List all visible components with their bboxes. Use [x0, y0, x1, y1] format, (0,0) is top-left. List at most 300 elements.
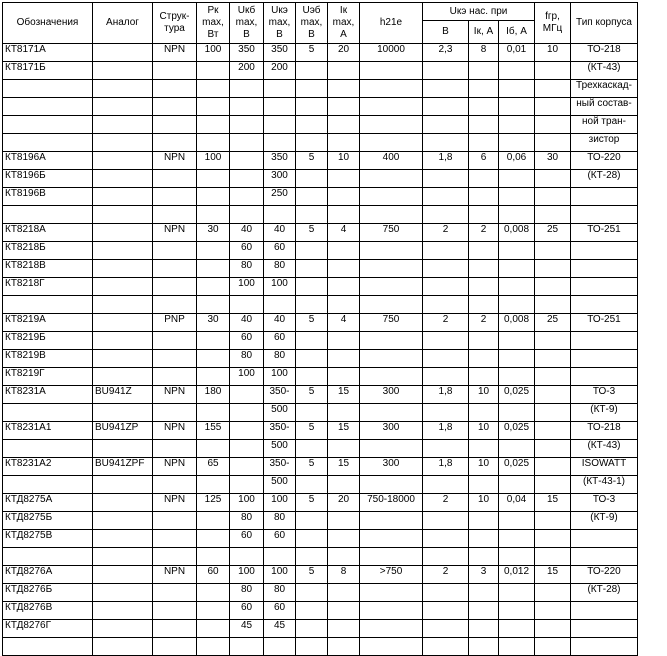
cell-uke-nas-ib — [499, 512, 535, 530]
cell-oboz: КТД8275Б — [3, 512, 93, 530]
cell-analog — [93, 278, 153, 296]
cell-ukb: 100 — [230, 368, 264, 386]
cell-uke-nas-v — [423, 170, 469, 188]
cell-fgr — [535, 530, 571, 548]
cell-strukt: NPN — [153, 152, 197, 170]
cell-tip — [571, 296, 638, 314]
cell-strukt — [153, 80, 197, 98]
cell-uke: 80 — [264, 350, 296, 368]
cell-tip: (КТ-9) — [571, 512, 638, 530]
cell-h21e — [360, 134, 423, 152]
cell-fgr — [535, 98, 571, 116]
cell-strukt: NPN — [153, 224, 197, 242]
cell-strukt: PNP — [153, 314, 197, 332]
cell-oboz — [3, 548, 93, 566]
cell-strukt: NPN — [153, 458, 197, 476]
cell-uke — [264, 116, 296, 134]
cell-uke-nas-ik: 10 — [469, 458, 499, 476]
cell-analog — [93, 134, 153, 152]
cell-oboz: КТ8196Б — [3, 170, 93, 188]
cell-ik — [328, 620, 360, 638]
cell-pk — [197, 440, 230, 458]
cell-h21e: 300 — [360, 422, 423, 440]
cell-strukt — [153, 476, 197, 494]
cell-h21e — [360, 62, 423, 80]
cell-uke-nas-ik: 10 — [469, 386, 499, 404]
cell-ik: 15 — [328, 458, 360, 476]
cell-fgr: 10 — [535, 44, 571, 62]
cell-strukt — [153, 170, 197, 188]
cell-tip: ТО-251 — [571, 314, 638, 332]
header-h21e: h21е — [360, 3, 423, 44]
cell-ueb — [296, 296, 328, 314]
cell-analog — [93, 638, 153, 656]
cell-uke-nas-ib — [499, 80, 535, 98]
header-fgr: fгр, МГц — [535, 3, 571, 44]
cell-ueb — [296, 116, 328, 134]
cell-strukt — [153, 548, 197, 566]
cell-uke — [264, 548, 296, 566]
cell-uke-nas-v: 1,8 — [423, 458, 469, 476]
cell-uke-nas-v — [423, 116, 469, 134]
cell-tip — [571, 188, 638, 206]
cell-uke-nas-v: 2 — [423, 566, 469, 584]
table-row — [3, 278, 638, 296]
cell-fgr — [535, 476, 571, 494]
cell-fgr — [535, 602, 571, 620]
header-analog: Аналог — [93, 3, 153, 44]
cell-ueb: 5 — [296, 386, 328, 404]
cell-fgr — [535, 458, 571, 476]
cell-ueb: 5 — [296, 422, 328, 440]
table-row — [3, 80, 638, 98]
cell-pk — [197, 62, 230, 80]
cell-uke: 100 — [264, 494, 296, 512]
cell-oboz: КТД8276Б — [3, 584, 93, 602]
cell-fgr — [535, 386, 571, 404]
cell-ueb — [296, 620, 328, 638]
header-pk: Pк max, Вт — [197, 3, 230, 44]
cell-strukt: NPN — [153, 494, 197, 512]
header-row — [3, 3, 638, 21]
cell-pk — [197, 350, 230, 368]
cell-uke-nas-ik — [469, 584, 499, 602]
cell-uke-nas-ik — [469, 638, 499, 656]
table-row — [3, 188, 638, 206]
cell-fgr — [535, 368, 571, 386]
cell-uke: 250 — [264, 188, 296, 206]
cell-oboz — [3, 134, 93, 152]
cell-tip — [571, 350, 638, 368]
cell-h21e: 750 — [360, 314, 423, 332]
cell-tip — [571, 638, 638, 656]
cell-ueb: 5 — [296, 44, 328, 62]
cell-strukt: NPN — [153, 386, 197, 404]
cell-strukt — [153, 242, 197, 260]
cell-pk: 60 — [197, 566, 230, 584]
cell-tip: ТО-220 — [571, 152, 638, 170]
cell-h21e — [360, 116, 423, 134]
cell-tip: ТО-251 — [571, 224, 638, 242]
cell-analog — [93, 584, 153, 602]
cell-uke-nas-v — [423, 296, 469, 314]
cell-uke-nas-ib: 0,04 — [499, 494, 535, 512]
header-uke-nas-ib: Iб, А — [499, 21, 535, 44]
cell-tip — [571, 548, 638, 566]
cell-uke-nas-v — [423, 638, 469, 656]
cell-uke-nas-v — [423, 62, 469, 80]
cell-uke-nas-ik: 6 — [469, 152, 499, 170]
cell-oboz: КТ8218Г — [3, 278, 93, 296]
cell-ik — [328, 584, 360, 602]
cell-oboz — [3, 98, 93, 116]
cell-ukb — [230, 80, 264, 98]
cell-strukt — [153, 584, 197, 602]
cell-ueb — [296, 350, 328, 368]
cell-ukb — [230, 476, 264, 494]
table-row — [3, 260, 638, 278]
cell-pk — [197, 170, 230, 188]
cell-ukb — [230, 440, 264, 458]
cell-analog — [93, 314, 153, 332]
cell-pk — [197, 98, 230, 116]
cell-oboz: КТ8171Б — [3, 62, 93, 80]
cell-strukt — [153, 260, 197, 278]
cell-analog — [93, 368, 153, 386]
cell-uke: 80 — [264, 584, 296, 602]
cell-ik — [328, 404, 360, 422]
table-row — [3, 512, 638, 530]
cell-ik — [328, 638, 360, 656]
cell-uke-nas-ik — [469, 332, 499, 350]
cell-ueb: 5 — [296, 152, 328, 170]
cell-fgr — [535, 116, 571, 134]
cell-ik — [328, 116, 360, 134]
cell-uke: 60 — [264, 530, 296, 548]
cell-ukb: 60 — [230, 242, 264, 260]
cell-oboz — [3, 116, 93, 134]
cell-fgr — [535, 296, 571, 314]
cell-pk: 100 — [197, 152, 230, 170]
cell-uke-nas-ik: 10 — [469, 494, 499, 512]
cell-strukt — [153, 602, 197, 620]
cell-h21e — [360, 350, 423, 368]
cell-oboz — [3, 638, 93, 656]
cell-uke: 80 — [264, 260, 296, 278]
cell-uke-nas-v: 2,3 — [423, 44, 469, 62]
table-row — [3, 296, 638, 314]
header-uke-nas: Uкэ нас. при — [423, 3, 535, 21]
cell-tip: (КТ-9) — [571, 404, 638, 422]
cell-ik: 20 — [328, 44, 360, 62]
cell-fgr — [535, 242, 571, 260]
table-row — [3, 134, 638, 152]
table-row — [3, 332, 638, 350]
cell-h21e — [360, 368, 423, 386]
cell-ueb — [296, 404, 328, 422]
cell-ukb: 100 — [230, 494, 264, 512]
cell-tip — [571, 242, 638, 260]
cell-oboz: КТ8196А — [3, 152, 93, 170]
cell-ueb — [296, 242, 328, 260]
table-row — [3, 350, 638, 368]
cell-ukb: 80 — [230, 260, 264, 278]
cell-uke-nas-v — [423, 134, 469, 152]
cell-pk — [197, 206, 230, 224]
cell-uke-nas-v — [423, 350, 469, 368]
table-row — [3, 170, 638, 188]
cell-fgr: 15 — [535, 494, 571, 512]
cell-uke-nas-v: 1,8 — [423, 422, 469, 440]
cell-fgr — [535, 188, 571, 206]
cell-analog — [93, 44, 153, 62]
cell-uke — [264, 80, 296, 98]
cell-ueb — [296, 368, 328, 386]
table-row — [3, 602, 638, 620]
cell-fgr — [535, 620, 571, 638]
cell-fgr: 25 — [535, 224, 571, 242]
cell-analog: BU941ZP — [93, 422, 153, 440]
cell-uke-nas-ik — [469, 206, 499, 224]
cell-strukt — [153, 368, 197, 386]
cell-uke: 350 — [264, 44, 296, 62]
cell-uke: 200 — [264, 62, 296, 80]
cell-analog — [93, 296, 153, 314]
cell-uke: 350 — [264, 152, 296, 170]
cell-oboz — [3, 296, 93, 314]
cell-uke-nas-ik: 10 — [469, 422, 499, 440]
cell-tip: ТО-3 — [571, 494, 638, 512]
cell-ukb — [230, 188, 264, 206]
cell-ueb — [296, 134, 328, 152]
cell-strukt — [153, 116, 197, 134]
cell-uke-nas-ik — [469, 368, 499, 386]
cell-uke-nas-v — [423, 80, 469, 98]
cell-tip — [571, 530, 638, 548]
cell-analog — [93, 260, 153, 278]
cell-strukt — [153, 512, 197, 530]
cell-h21e: 10000 — [360, 44, 423, 62]
cell-ik — [328, 530, 360, 548]
cell-h21e — [360, 242, 423, 260]
table-row — [3, 368, 638, 386]
cell-oboz: КТ8219Г — [3, 368, 93, 386]
cell-tip: (КТ-28) — [571, 584, 638, 602]
table-row — [3, 314, 638, 332]
cell-uke: 60 — [264, 332, 296, 350]
cell-oboz: КТД8276В — [3, 602, 93, 620]
cell-ukb: 40 — [230, 224, 264, 242]
cell-uke: 60 — [264, 242, 296, 260]
cell-ueb — [296, 530, 328, 548]
cell-analog — [93, 98, 153, 116]
cell-uke-nas-ib — [499, 116, 535, 134]
cell-ukb: 80 — [230, 512, 264, 530]
cell-fgr — [535, 278, 571, 296]
cell-pk: 30 — [197, 314, 230, 332]
cell-oboz — [3, 80, 93, 98]
cell-ik: 4 — [328, 314, 360, 332]
cell-analog — [93, 620, 153, 638]
cell-ukb — [230, 404, 264, 422]
transistor-table — [2, 2, 638, 656]
cell-ueb — [296, 62, 328, 80]
cell-ik — [328, 476, 360, 494]
cell-fgr: 25 — [535, 314, 571, 332]
cell-uke: 350- — [264, 422, 296, 440]
cell-pk — [197, 134, 230, 152]
cell-ukb — [230, 458, 264, 476]
cell-uke-nas-ik — [469, 512, 499, 530]
cell-h21e — [360, 620, 423, 638]
table-row — [3, 404, 638, 422]
cell-tip: ТО-218 — [571, 44, 638, 62]
cell-analog — [93, 404, 153, 422]
cell-analog: BU941ZPF — [93, 458, 153, 476]
cell-tip: (КТ-28) — [571, 170, 638, 188]
cell-uke-nas-v — [423, 512, 469, 530]
cell-uke: 350- — [264, 458, 296, 476]
cell-ueb — [296, 476, 328, 494]
cell-ik — [328, 548, 360, 566]
cell-uke-nas-ik — [469, 440, 499, 458]
cell-pk — [197, 242, 230, 260]
cell-ueb — [296, 548, 328, 566]
cell-fgr — [535, 170, 571, 188]
cell-pk — [197, 584, 230, 602]
cell-ik — [328, 260, 360, 278]
cell-analog — [93, 206, 153, 224]
cell-ik — [328, 206, 360, 224]
cell-fgr — [535, 440, 571, 458]
cell-h21e — [360, 206, 423, 224]
cell-ueb: 5 — [296, 224, 328, 242]
cell-uke-nas-v — [423, 242, 469, 260]
cell-ik — [328, 188, 360, 206]
cell-uke-nas-ib — [499, 170, 535, 188]
cell-analog — [93, 566, 153, 584]
cell-uke-nas-v — [423, 206, 469, 224]
cell-ueb — [296, 440, 328, 458]
cell-tip — [571, 260, 638, 278]
cell-uke-nas-v — [423, 602, 469, 620]
cell-ik: 15 — [328, 386, 360, 404]
cell-uke-nas-v — [423, 368, 469, 386]
cell-oboz: КТ8231А2 — [3, 458, 93, 476]
cell-analog — [93, 512, 153, 530]
cell-pk — [197, 368, 230, 386]
cell-uke-nas-ik: 8 — [469, 44, 499, 62]
header-tip: Тип корпуса — [571, 3, 638, 44]
cell-uke-nas-v: 2 — [423, 494, 469, 512]
cell-ueb — [296, 278, 328, 296]
table-row — [3, 638, 638, 656]
cell-uke: 100 — [264, 368, 296, 386]
cell-uke: 60 — [264, 602, 296, 620]
cell-ik — [328, 512, 360, 530]
cell-ik — [328, 368, 360, 386]
cell-ueb: 5 — [296, 494, 328, 512]
cell-ukb: 80 — [230, 350, 264, 368]
cell-ukb: 45 — [230, 620, 264, 638]
cell-fgr — [535, 260, 571, 278]
cell-strukt — [153, 350, 197, 368]
cell-h21e — [360, 638, 423, 656]
cell-strukt — [153, 278, 197, 296]
cell-uke-nas-ib: 0,06 — [499, 152, 535, 170]
cell-ueb — [296, 80, 328, 98]
cell-tip — [571, 620, 638, 638]
cell-uke-nas-ib — [499, 638, 535, 656]
cell-oboz — [3, 404, 93, 422]
cell-uke-nas-v — [423, 260, 469, 278]
cell-uke-nas-ib — [499, 242, 535, 260]
cell-uke-nas-ik — [469, 242, 499, 260]
cell-ik: 10 — [328, 152, 360, 170]
cell-oboz: КТ8219А — [3, 314, 93, 332]
cell-analog — [93, 170, 153, 188]
cell-uke-nas-ib: 0,008 — [499, 314, 535, 332]
cell-ukb — [230, 170, 264, 188]
cell-pk — [197, 332, 230, 350]
table-row — [3, 62, 638, 80]
cell-h21e — [360, 440, 423, 458]
cell-uke-nas-ik — [469, 62, 499, 80]
cell-tip — [571, 332, 638, 350]
cell-ik — [328, 332, 360, 350]
cell-uke-nas-ib: 0,012 — [499, 566, 535, 584]
cell-uke-nas-ib: 0,025 — [499, 422, 535, 440]
cell-uke-nas-ib — [499, 98, 535, 116]
cell-uke-nas-ib — [499, 530, 535, 548]
header-uke-nas-v: В — [423, 21, 469, 44]
cell-h21e — [360, 332, 423, 350]
cell-strukt — [153, 296, 197, 314]
cell-uke — [264, 296, 296, 314]
cell-analog — [93, 350, 153, 368]
header-ik: Iк max, А — [328, 3, 360, 44]
cell-uke-nas-ik — [469, 98, 499, 116]
cell-uke-nas-ik — [469, 548, 499, 566]
cell-h21e — [360, 188, 423, 206]
cell-pk — [197, 296, 230, 314]
cell-strukt: NPN — [153, 566, 197, 584]
cell-ik — [328, 242, 360, 260]
cell-ik — [328, 170, 360, 188]
table-row — [3, 548, 638, 566]
cell-uke-nas-ib — [499, 332, 535, 350]
cell-oboz: КТ8196В — [3, 188, 93, 206]
table-row — [3, 476, 638, 494]
cell-pk — [197, 602, 230, 620]
cell-oboz — [3, 476, 93, 494]
cell-analog — [93, 152, 153, 170]
cell-ukb: 60 — [230, 332, 264, 350]
table-row — [3, 584, 638, 602]
table-row — [3, 116, 638, 134]
cell-ik: 8 — [328, 566, 360, 584]
cell-strukt — [153, 62, 197, 80]
cell-analog — [93, 188, 153, 206]
cell-h21e — [360, 296, 423, 314]
cell-fgr — [535, 584, 571, 602]
cell-uke-nas-v — [423, 476, 469, 494]
cell-uke: 40 — [264, 314, 296, 332]
cell-uke-nas-ik — [469, 530, 499, 548]
cell-fgr: 15 — [535, 566, 571, 584]
cell-ukb: 200 — [230, 62, 264, 80]
cell-oboz: КТ8219В — [3, 350, 93, 368]
